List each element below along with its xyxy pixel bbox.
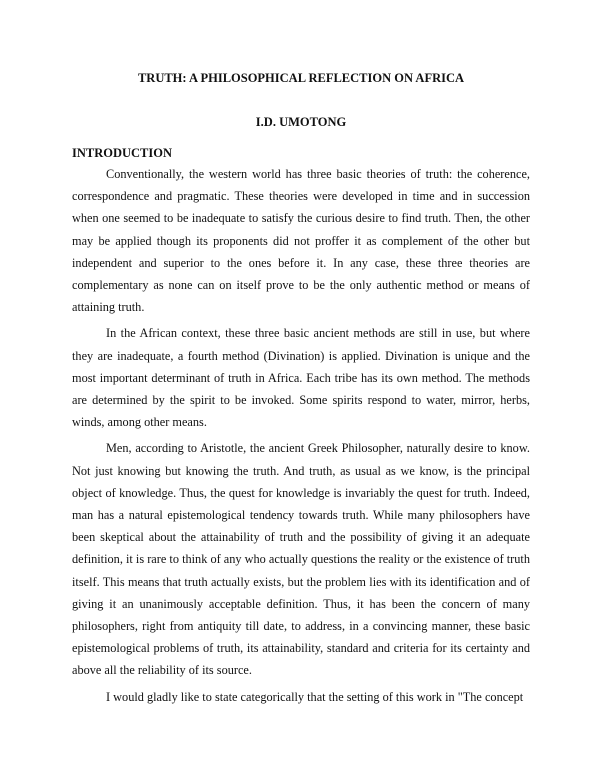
paragraph-3: Men, according to Aristotle, the ancient Greek Philosopher, naturally desire to know. Not just knowing but knowing the truth. And truth, as usual as we know, is the principal object of knowledge. Thus, the quest for knowledge is invariably the quest for truth. Indeed, man has a natural epistemological tendency towards truth. While many philosophers have been skeptical about the attainability of truth and the possibility of giving it an adequate definition, it is rare to think of any who actually questions the reality or the existence of truth itself. This means that truth actually exists, but the problem lies with its identification and of giving it an unanimously acceptable definition. Thus, it has been the concern of many philosophers, right from antiquity till date, to address, in a convincing manner, these basic epistemological problems of truth, its attainability, standard and criteria for its certainty and above all the reliability of its source.: [72, 441, 530, 678]
paragraph-2: In the African context, these three basic ancient methods are still in use, but where they are inadequate, a fourth method (Divination) is applied. Divination is unique and the most important determinant of truth in Africa. Each tribe has its own method. The methods are determined by the spirit to be invoked. Some spirits respond to water, mirror, herbs, winds, among other means.: [72, 326, 530, 430]
document-title: TRUTH: A PHILOSOPHICAL REFLECTION ON AFRICA: [137, 71, 465, 85]
section-heading: INTRODUCTION: [72, 146, 173, 160]
paragraph-4: I would gladly like to state categorically that the setting of this work in "The concept: [106, 689, 524, 704]
paragraph-1: Conventionally, the western world has three basic theories of truth: the coherence, correspondence and pragmatic. These theories were developed in time and in succession when one seemed to be inadequate to satisfy the curious desire to find truth. Then, the other may be applied though its proponents did not proffer it as complement of the other but independent and superior to the ones before it. In any case, these three theories are complementary as none can on itself prove to be the only authentic method or means of attaining truth.: [72, 167, 530, 315]
body-text: [72, 163, 530, 712]
author-name: I.D. UMOTONG: [255, 115, 347, 129]
